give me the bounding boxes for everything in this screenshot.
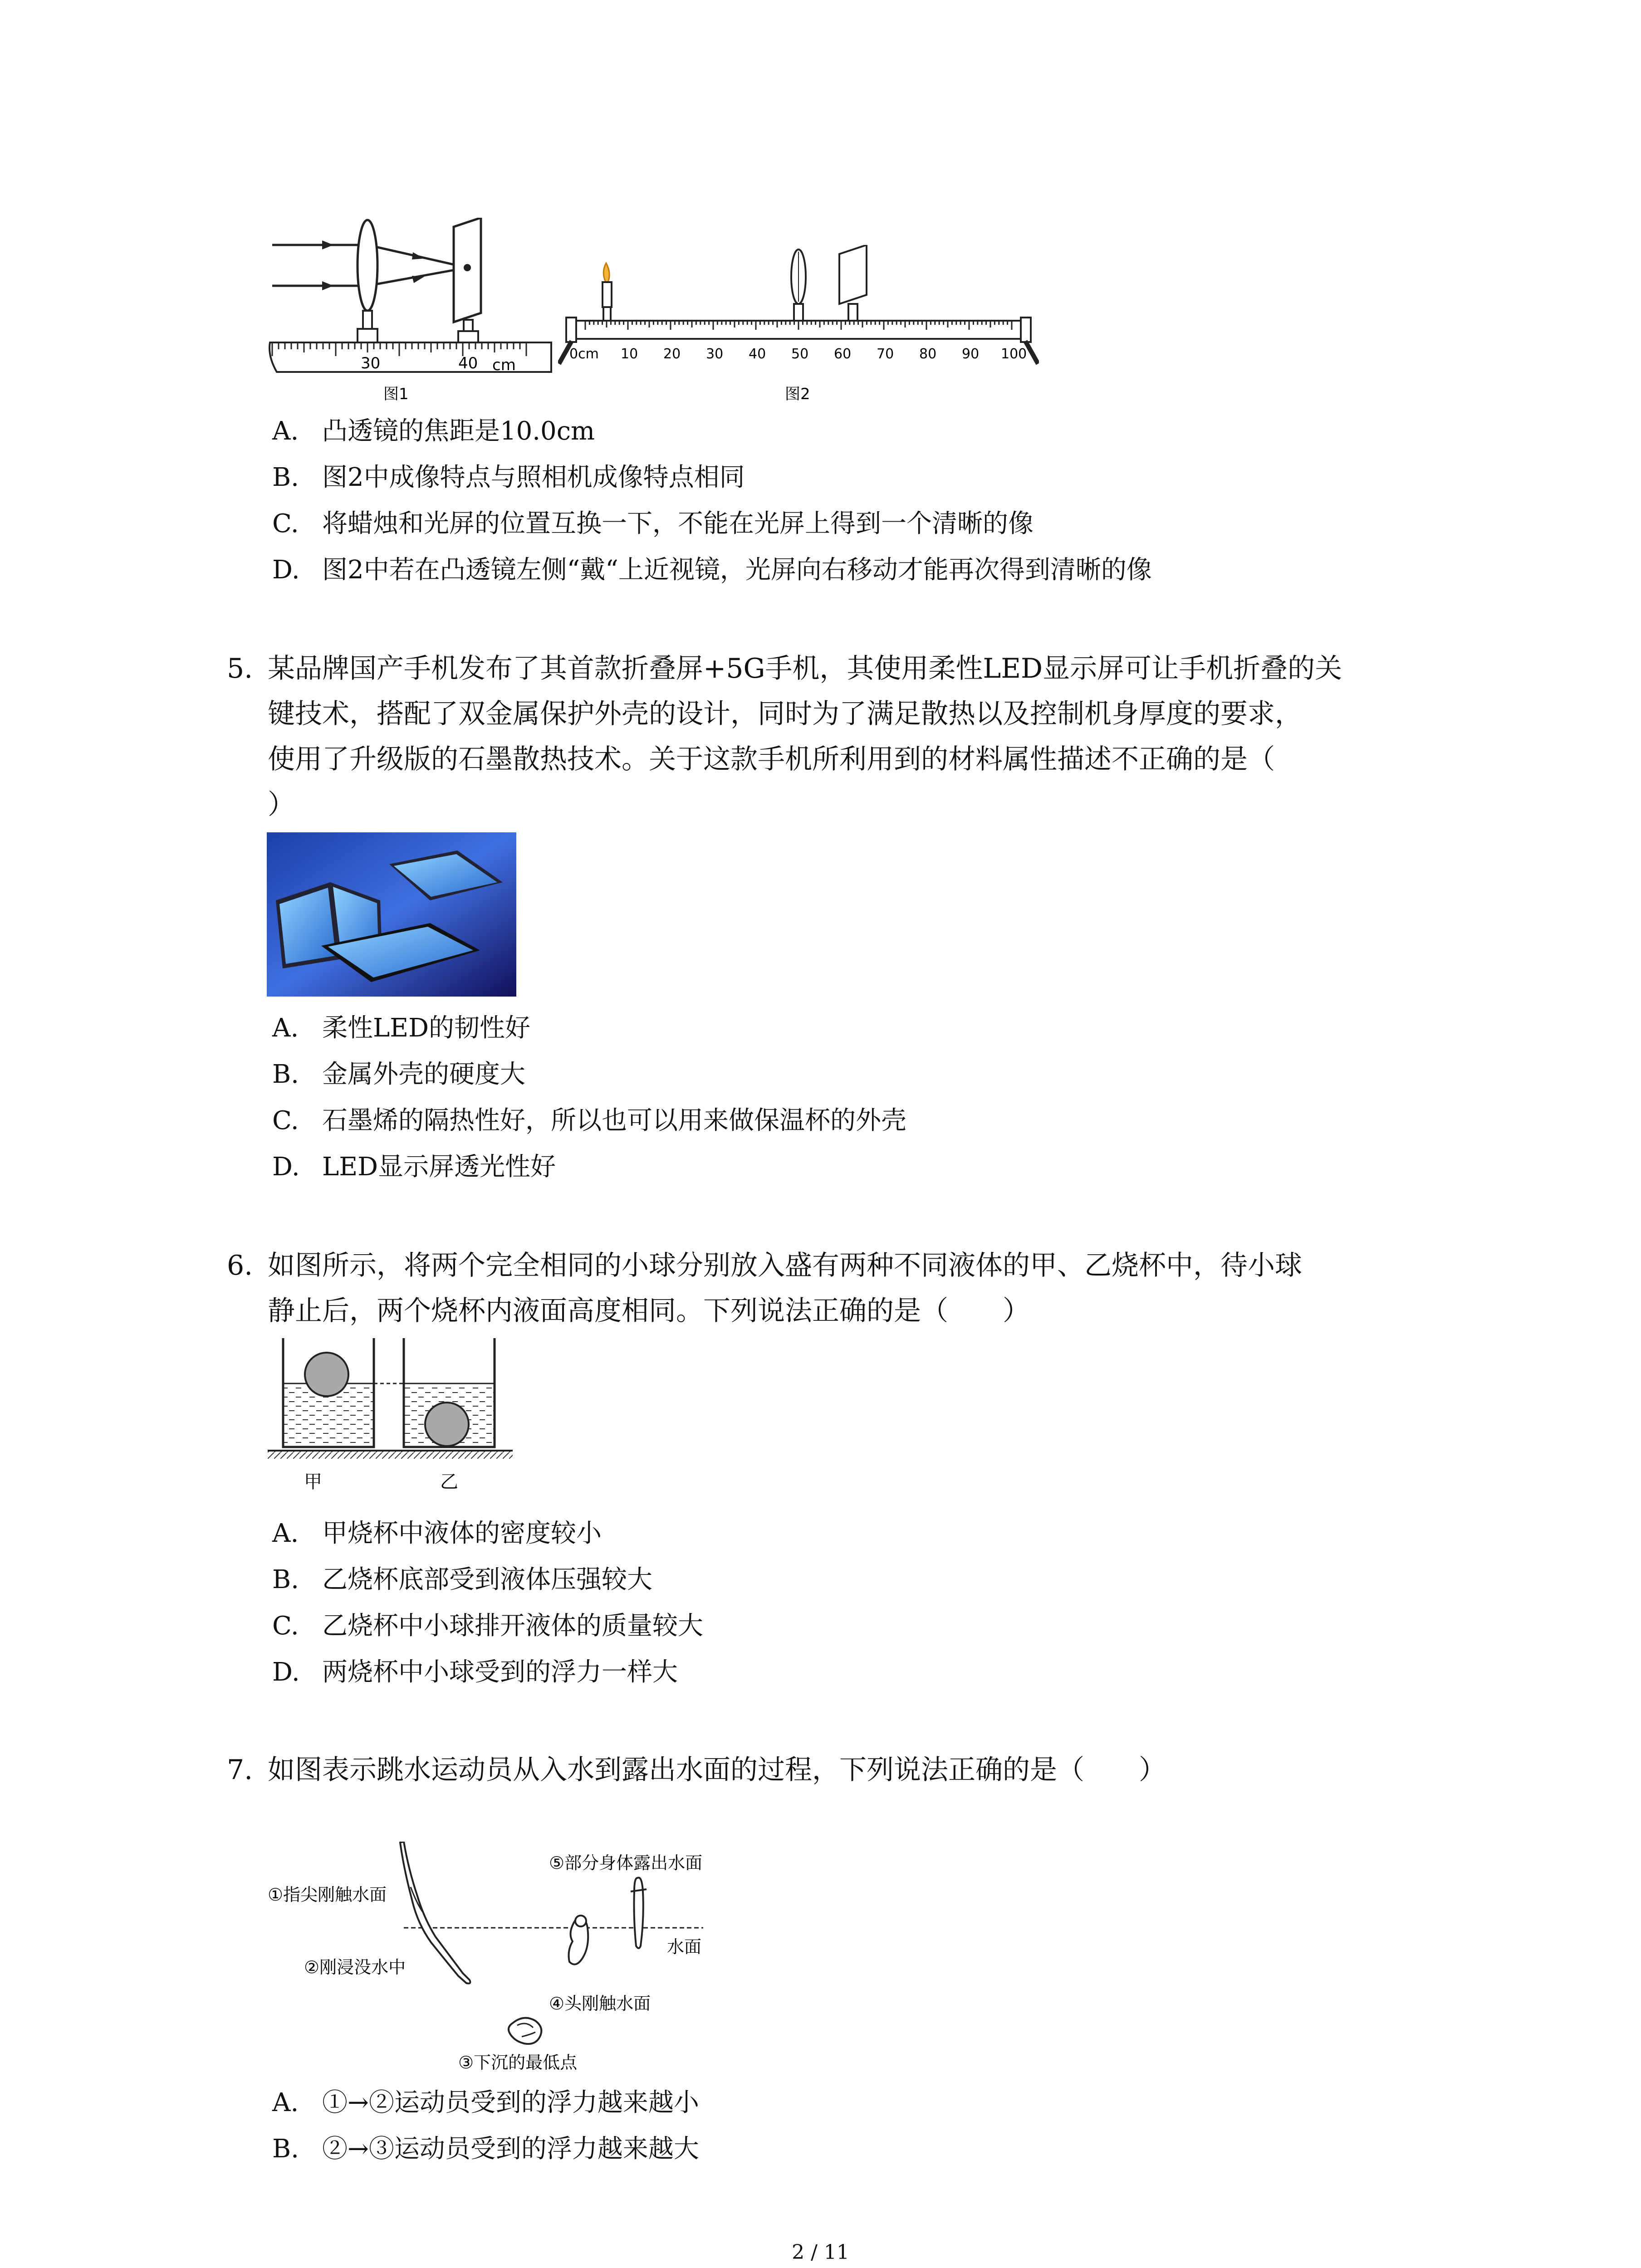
question-7 xyxy=(227,1747,1497,1793)
fig2-tick-label: 100 xyxy=(1001,346,1027,362)
q6-label-jia: 甲 xyxy=(304,1471,322,1492)
q7-label-stage-3: ③下沉的最低点 xyxy=(458,2053,578,2072)
q5-option-d-text: LED显示屏透光性好 xyxy=(322,1152,556,1182)
q6-option-b[interactable]: B. 乙烧杯底部受到液体压强较大 xyxy=(272,1565,652,1594)
q5-stem-line-2: 键技术，搭配了双金属保护外壳的设计，同时为了满足散热以及控制机身厚度的要求， xyxy=(268,698,1302,730)
q7-label-water-surface: 水面 xyxy=(667,1937,702,1957)
q7-label-stage-4: ④头刚触水面 xyxy=(549,1994,651,2014)
q5-stem-line-3: 使用了升级版的石墨散热技术。关于这款手机所利用到的材料属性描述不正确的是（ xyxy=(268,743,1275,775)
q7-option-a[interactable]: A. ①→②运动员受到的浮力越来越小 xyxy=(272,2088,699,2117)
q7-label-stage-2: ②刚浸没水中 xyxy=(304,1957,406,1977)
q5-option-c[interactable]: C. 石墨烯的隔热性好，所以也可以用来做保温杯的外壳 xyxy=(272,1106,906,1135)
q7-stem-line-1: 如图表示跳水运动员从入水到露出水面的过程，下列说法正确的是（ ） xyxy=(268,1754,1166,1786)
q6-option-c[interactable]: C. 乙烧杯中小球排开液体的质量较大 xyxy=(272,1611,703,1641)
q5-number: 5. xyxy=(227,653,253,684)
fig2-tick-label: 40 xyxy=(749,346,766,362)
q5-stem-line-4: ） xyxy=(268,789,295,821)
q5-option-c-text: 石墨烯的隔热性好，所以也可以用来做保温杯的外壳 xyxy=(322,1106,906,1135)
q5-option-a-text: 柔性LED的韧性好 xyxy=(322,1013,530,1043)
fig1-tick-40: 40 xyxy=(458,354,478,372)
q4-option-d[interactable]: D. 图2中若在凸透镜左侧“戴“上近视镜，光屏向右移动才能再次得到清晰的像 xyxy=(272,555,1152,585)
fig2-tick-label: 30 xyxy=(706,346,724,362)
fig2-tick-label: 90 xyxy=(962,346,980,362)
q6-beakers-figure xyxy=(268,1338,522,1506)
q5-phone-photo xyxy=(267,832,516,997)
fig1-tick-30: 30 xyxy=(361,354,381,372)
q6-label-yi: 乙 xyxy=(440,1471,458,1492)
q5-option-d[interactable]: D. LED显示屏透光性好 xyxy=(272,1152,556,1182)
q6-option-a-text: 甲烧杯中液体的密度较小 xyxy=(322,1519,602,1548)
q7-option-a-text: ①→②运动员受到的浮力越来越小 xyxy=(322,2088,699,2117)
q6-option-d[interactable]: D. 两烧杯中小球受到的浮力一样大 xyxy=(272,1657,678,1687)
fig2-tick-label: 70 xyxy=(877,346,894,362)
q4-option-d-text: 图2中若在凸透镜左侧“戴“上近视镜，光屏向右移动才能再次得到清晰的像 xyxy=(322,555,1152,585)
fig2-caption: 图2 xyxy=(785,385,810,403)
fig2-tick-label: 0cm xyxy=(569,346,599,362)
q5-option-b[interactable]: B. 金属外壳的硬度大 xyxy=(272,1060,525,1089)
q4-option-c[interactable]: C. 将蜡烛和光屏的位置互换一下，不能在光屏上得到一个清晰的像 xyxy=(272,509,1034,538)
fig2-tick-label: 80 xyxy=(919,346,937,362)
q6-number: 6. xyxy=(227,1250,253,1281)
fig2-tick-label: 10 xyxy=(621,346,638,362)
fig1-caption: 图1 xyxy=(383,385,409,403)
q6-option-b-text: 乙烧杯底部受到液体压强较大 xyxy=(322,1565,652,1594)
q7-number: 7. xyxy=(227,1754,253,1786)
q6-option-a[interactable]: A. 甲烧杯中液体的密度较小 xyxy=(272,1519,602,1548)
q5-stem-line-1: 某品牌国产手机发布了其首款折叠屏+5G手机，其使用柔性LED显示屏可让手机折叠的关 xyxy=(268,653,1342,684)
q5-option-b-text: 金属外壳的硬度大 xyxy=(322,1060,525,1089)
q6-option-c-text: 乙烧杯中小球排开液体的质量较大 xyxy=(322,1611,703,1641)
fig1-unit: cm xyxy=(492,356,516,374)
question-6 xyxy=(227,1243,1497,1334)
q4-option-a[interactable]: A. 凸透镜的焦距是10.0cm xyxy=(272,416,595,446)
q6-option-d-text: 两烧杯中小球受到的浮力一样大 xyxy=(322,1657,678,1687)
q4-figure-2 xyxy=(558,245,1039,408)
q7-option-b-text: ②→③运动员受到的浮力越来越大 xyxy=(322,2134,699,2164)
q7-option-b[interactable]: B. ②→③运动员受到的浮力越来越大 xyxy=(272,2134,699,2164)
q5-option-a[interactable]: A. 柔性LED的韧性好 xyxy=(272,1013,530,1043)
q7-label-stage-1: ①指尖刚触水面 xyxy=(268,1885,387,1905)
fig2-tick-label: 50 xyxy=(791,346,809,362)
page-number: 2 / 11 xyxy=(792,2241,849,2264)
q6-stem-line-2: 静止后，两个烧杯内液面高度相同。下列说法正确的是（ ） xyxy=(268,1295,1030,1327)
q4-figure-1 xyxy=(268,218,558,408)
question-5 xyxy=(227,646,1497,827)
q4-option-c-text: 将蜡烛和光屏的位置互换一下，不能在光屏上得到一个清晰的像 xyxy=(322,509,1034,538)
fig2-tick-label: 20 xyxy=(663,346,681,362)
q4-option-b-text: 图2中成像特点与照相机成像特点相同 xyxy=(322,463,745,492)
q4-option-a-text: 凸透镜的焦距是10.0cm xyxy=(322,416,595,446)
q7-label-stage-5: ⑤部分身体露出水面 xyxy=(549,1853,703,1873)
fig2-tick-label: 60 xyxy=(834,346,852,362)
q4-option-b[interactable]: B. 图2中成像特点与照相机成像特点相同 xyxy=(272,463,745,492)
q7-diving-figure xyxy=(268,1842,758,2077)
q6-stem-line-1: 如图所示，将两个完全相同的小球分别放入盛有两种不同液体的甲、乙烧杯中，待小球 xyxy=(268,1250,1302,1281)
